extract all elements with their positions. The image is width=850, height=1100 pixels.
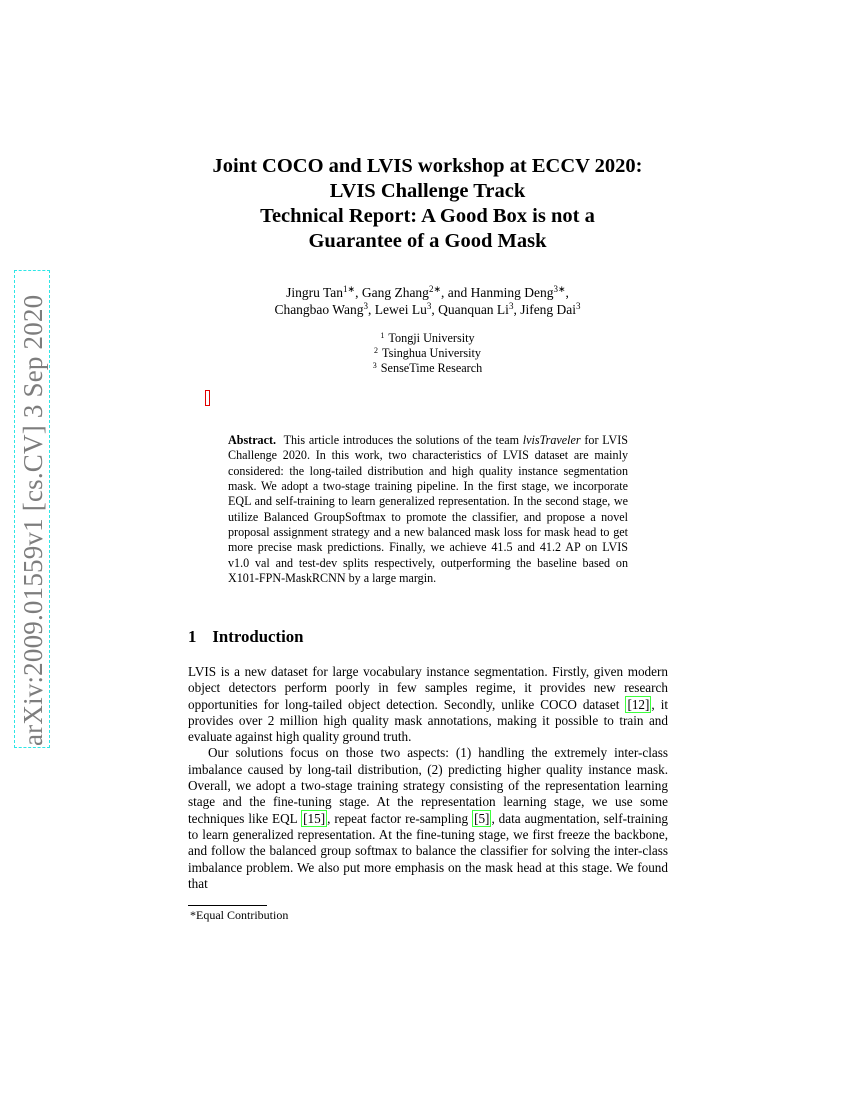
paragraph-text: Our solutions focus on those two aspects: (1) handling the extremely inter-class imbalance caused by long-tail distribution, (2) predicting higher quality instance mask. Overall, we adopt a two-stage training strategy consisting of the representation learning stage and the fine-tuning stage. At the representation learning stage, we use some techniques like EQL xyxy=(188,745,668,826)
footnote-link-box[interactable] xyxy=(205,390,210,406)
author-sep: , xyxy=(355,285,362,300)
title-line: Joint COCO and LVIS workshop at ECCV 2020: xyxy=(212,155,643,177)
paragraph xyxy=(188,745,668,892)
citation-link[interactable]: [5] xyxy=(474,810,490,826)
paragraph-text: , it provides over 2 million high quality mask annotations, making it possible to train and evaluate against high quality ground truth. xyxy=(188,696,669,745)
author-mark: 3 xyxy=(363,301,368,311)
author-sep: , xyxy=(565,285,569,300)
affiliation-number: 3 xyxy=(372,361,377,370)
author-list xyxy=(160,284,695,318)
author-line-1 xyxy=(160,284,695,301)
citation-link[interactable]: [12] xyxy=(627,696,650,712)
author-name: Hanming Deng xyxy=(470,285,554,300)
author-sep: , xyxy=(367,302,375,317)
affiliation xyxy=(160,346,695,361)
affiliation-name: Tongji University xyxy=(388,331,475,345)
paper-title xyxy=(160,154,695,254)
author-name: Jingru Tan xyxy=(286,285,344,300)
author-name: Gang Zhang xyxy=(361,285,429,300)
paragraph-text: LVIS is a new dataset for large vocabulary instance segmentation. Firstly, given modern object detectors perform poorly in few samples regime, it provides new research opportunities for long-tailed object detection. Secondly, unlike COCO dataset xyxy=(188,664,668,712)
author-name: Changbao Wang xyxy=(274,302,364,317)
author-sep: , xyxy=(431,302,439,317)
affiliation-number: 2 xyxy=(373,346,378,355)
affiliation-name: Tsinghua University xyxy=(381,346,481,360)
author-mark: 3∗ xyxy=(553,284,566,294)
author-sep: , xyxy=(513,302,521,317)
affiliation xyxy=(160,361,695,376)
author-mark: 1∗ xyxy=(343,284,356,294)
team-name: lvisTraveler xyxy=(522,433,581,447)
abstract-text: for LVIS Challenge 2020. In this work, two characteristics of LVIS dataset are mainly considered: the long-tailed distribution and high quality instance segmentation mask. We adopt a two-stage training pipeline. In the first stage, we incorporate EQL and self-training to learn generalized representation. In the second stage, we utilize Balanced GroupSoftmax to promote the classifier, and propose a novel proposal assignment strategy and a new balanced mask loss for mask head to get more precise mask predictions. Finally, we achieve 41.5 and 41.2 AP on LVIS v1.0 val and test-dev splits respectively, outperforming the baseline based on X101-FPN-MaskRCNN by a large margin. xyxy=(228,433,629,586)
footnote-rule xyxy=(188,905,267,906)
author-sep: , and xyxy=(440,285,471,300)
affiliation-list xyxy=(160,331,695,376)
section-heading xyxy=(188,627,303,647)
abstract xyxy=(228,433,628,586)
citation-link[interactable]: [15] xyxy=(303,810,326,826)
author-line-2 xyxy=(160,301,695,318)
affiliation xyxy=(160,331,695,346)
body-text xyxy=(188,664,668,892)
title-line: Guarantee of a Good Mask xyxy=(308,230,547,252)
affiliation-name: SenseTime Research xyxy=(380,361,483,375)
section-number: 1 xyxy=(188,627,197,646)
section-title: Introduction xyxy=(212,627,304,646)
paragraph xyxy=(188,664,668,745)
paragraph-text: , repeat factor re-sampling xyxy=(327,810,469,826)
abstract-text: This article introduces the solutions of the team xyxy=(283,433,519,447)
author-mark: 2∗ xyxy=(428,284,441,294)
paragraph-text: , data augmentation, self-training to learn generalized representation. At the fine-tuning stage, we first freeze the backbone, and follow the balanced group softmax to balance the classifier for solving the inter-class imbalance problem. We also put more emphasis on the mask head at this stage. We found that xyxy=(188,810,669,891)
author-name: Lewei Lu xyxy=(374,302,427,317)
author-name: Jifeng Dai xyxy=(520,302,577,317)
title-line: LVIS Challenge Track xyxy=(329,180,526,202)
title-line: Technical Report: A Good Box is not a xyxy=(260,205,595,227)
author-mark: 3 xyxy=(576,301,581,311)
footnote: *Equal Contribution xyxy=(190,908,289,922)
arxiv-stamp[interactable]: arXiv:2009.01559v1 [cs.CV] 3 Sep 2020 xyxy=(18,294,48,746)
affiliation-number: 1 xyxy=(380,331,385,340)
author-mark: 3 xyxy=(508,301,514,311)
abstract-label: Abstract. xyxy=(228,433,277,447)
author-mark: 3 xyxy=(426,301,432,311)
author-name: Quanquan Li xyxy=(438,302,509,317)
